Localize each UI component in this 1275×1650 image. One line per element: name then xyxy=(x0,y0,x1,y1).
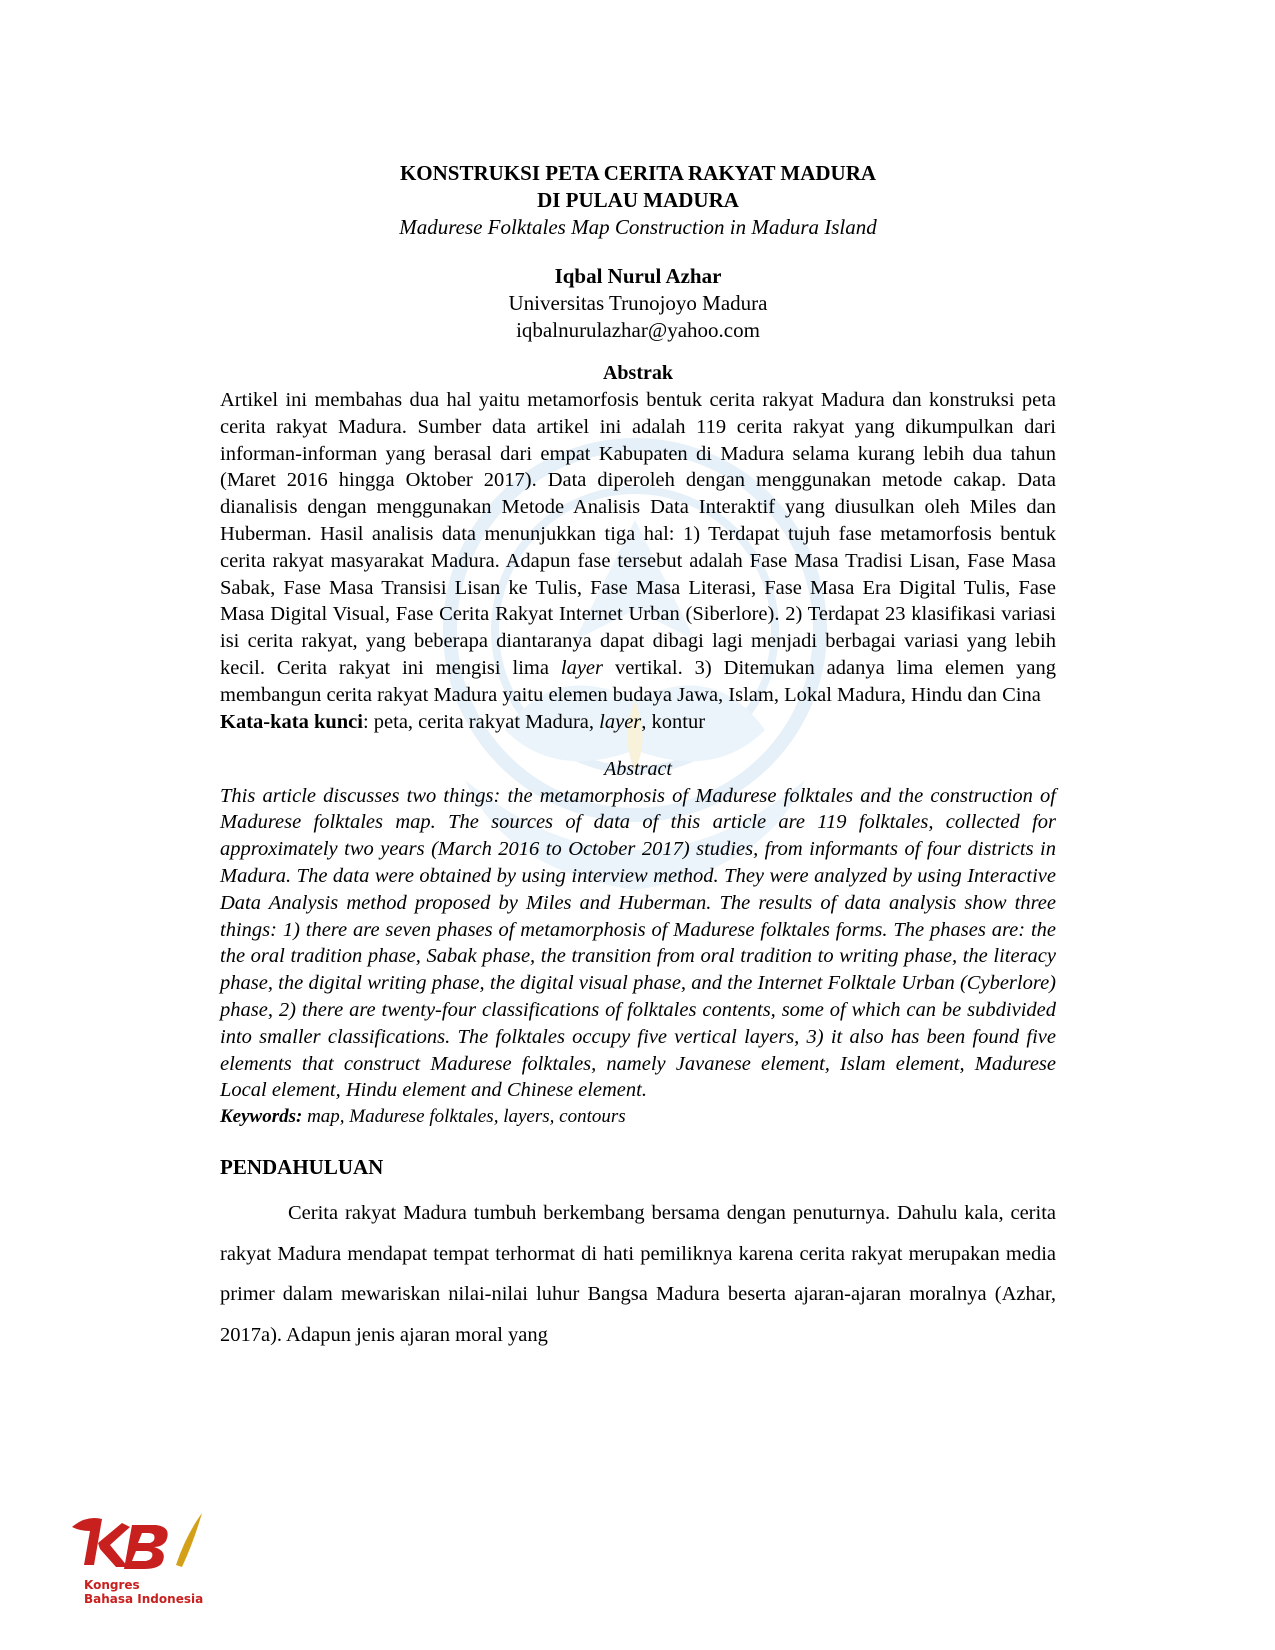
author-email: iqbalnurulazhar@yahoo.com xyxy=(516,318,760,342)
kbi-logo-line1: Kongres xyxy=(84,1578,140,1592)
paper-title-line1: KONSTRUKSI PETA CERITA RAKYAT MADURA xyxy=(399,161,877,185)
kbi-logo-mark xyxy=(72,1513,202,1569)
kata-kunci-label: Kata-kata kunci xyxy=(220,710,363,733)
keywords-label: Keywords: xyxy=(220,1106,303,1128)
abstrak-body-part2: vertikal. 3) Ditemukan adanya lima elemen yang membangun cerita rakyat Madura yaitu elemen budaya Jawa, Islam, Lokal Madura, Hindu dan Cina xyxy=(220,656,1056,706)
abstrak-body xyxy=(220,387,1056,709)
abstrak-body-italic: layer xyxy=(560,656,604,679)
kbi-logo-text xyxy=(84,1578,203,1606)
abstract-heading: Abstract xyxy=(604,757,672,780)
kata-kunci-part2: , kontur xyxy=(641,710,706,733)
kata-kunci xyxy=(220,709,1056,736)
keywords-value: map, Madurese folktales, layers, contours xyxy=(302,1106,626,1128)
paper-page xyxy=(220,160,1056,1355)
keywords xyxy=(220,1104,1056,1130)
kata-kunci-italic: layer xyxy=(599,710,642,733)
kbi-logo-line2: Bahasa Indonesia xyxy=(84,1592,204,1606)
paper-title-line2: DI PULAU MADURA xyxy=(537,188,739,212)
paper-subtitle: Madurese Folktales Map Construction in Madura Island xyxy=(399,215,877,239)
kata-kunci-part1: : peta, cerita rakyat Madura, xyxy=(362,710,600,733)
section-heading-pendahuluan: PENDAHULUAN xyxy=(220,1155,384,1180)
abstrak-heading: Abstrak xyxy=(602,362,673,384)
intro-paragraph: Cerita rakyat Madura tumbuh berkembang bersama dengan penuturnya. Dahulu kala, cerita rakyat Madura mendapat tempat terhormat di hati pemiliknya karena cerita rakyat merupakan media primer dalam mewariskan nilai-nilai luhur Bangsa Madura beserta ajaran-ajaran moralnya (Azhar, 2017a). Adapun jenis ajaran moral yang xyxy=(220,1202,1056,1346)
author-name: Iqbal Nurul Azhar xyxy=(554,264,722,288)
abstrak-body-part1: Artikel ini membahas dua hal yaitu metamorfosis bentuk cerita rakyat Madura dan konstruksi peta cerita rakyat Madura. Sumber data artikel ini adalah 119 cerita rakyat yang dikumpulkan dari informan-informan yang berasal dari empat Kabupaten di Madura selama kurang lebih dua tahun (Maret 2016 hingga Oktober 2017). Data diperoleh dengan menggunakan metode cakap. Data dianalisis dengan menggunakan Metode Analisis Data Interaktif yang diusulkan oleh Miles dan Huberman. Hasil analisis data menunjukkan tiga hal: 1) Terdapat tujuh fase metamorfosis bentuk cerita rakyat masyarakat Madura. Adapun fase tersebut adalah Fase Masa Tradisi Lisan, Fase Masa Sabak, Fase Masa Transisi Lisan ke Tulis, Fase Masa Literasi, Fase Masa Era Digital Tulis, Fase Masa Digital Visual, Fase Cerita Rakyat Internet Urban (Siberlore). 2) Terdapat 23 klasifikasi variasi isi cerita rakyat, yang beberapa diantaranya dapat dibagi lagi menjadi berbagai variasi yang lebih kecil. Cerita rakyat ini mengisi lima xyxy=(220,389,1056,679)
author-affiliation: Universitas Trunojoyo Madura xyxy=(508,291,768,315)
abstract-body: This article discusses two things: the metamorphosis of Madurese folktales and the construction of Madurese folktales map. The sources of data of this article are 119 folktales, collected for approximately two years (March 2016 to October 2017) studies, from informants of four districts in Madura. The data were obtained by using interview method. They were analyzed by using Interactive Data Analysis method proposed by Miles and Huberman. The results of data analysis show three things: 1) there are seven phases of metamorphosis of Madurese folktales forms. The phases are: the the oral tradition phase, Sabak phase, the transition from oral tradition to writing phase, the literacy phase, the digital writing phase, the digital visual phase, and the Internet Folktale Urban (Cyberlore) phase, 2) there are twenty-four classifications of folktales contents, some of which can be subdivided into smaller classifications. The folktales occupy five vertical layers, 3) it also has been found five elements that construct Madurese folktales, namely Javanese element, Islam element, Madurese Local element, Hindu element and Chinese element. xyxy=(220,784,1056,1102)
